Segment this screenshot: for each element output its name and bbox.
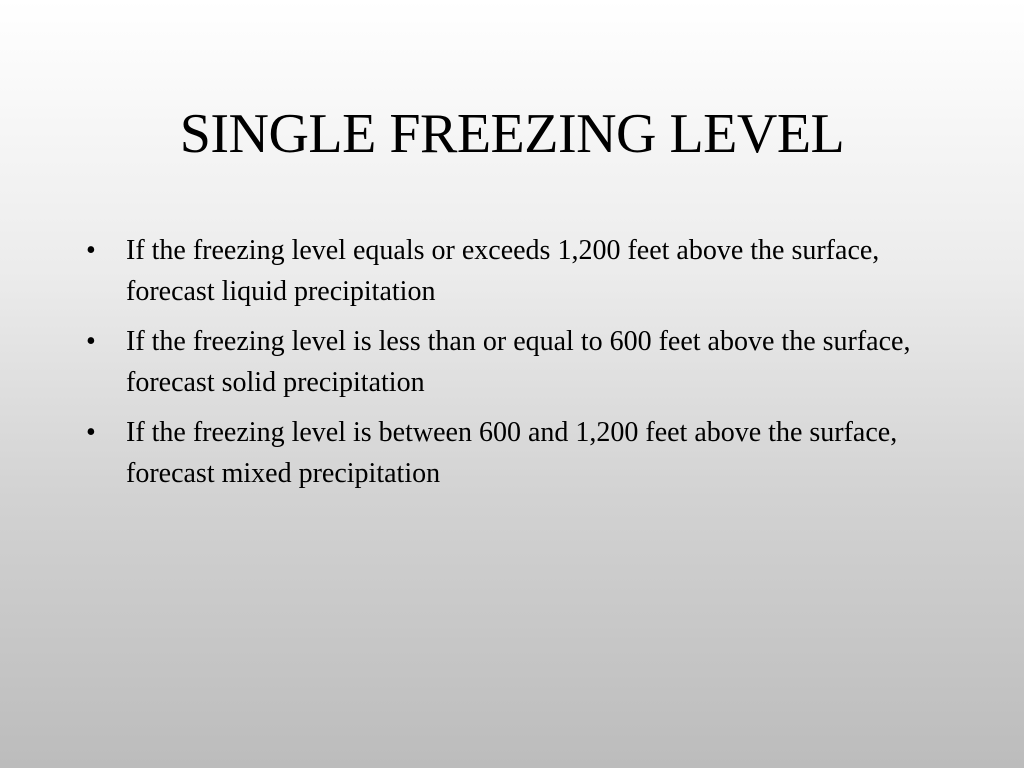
- bullet-text: If the freezing level equals or exceeds 1,200 feet above the surface, forecast liquid precipitation: [126, 235, 880, 307]
- bullet-text: If the freezing level is between 600 and 1,200 feet above the surface, forecast mixed precipitation: [126, 417, 898, 489]
- bullet-item: [86, 321, 956, 403]
- bullet-marker: •: [86, 417, 96, 448]
- bullet-marker: •: [86, 235, 96, 266]
- bullet-item: [86, 412, 956, 494]
- bullet-item: [86, 230, 956, 312]
- slide-title: SINGLE FREEZING LEVEL: [179, 103, 845, 165]
- bullet-text: If the freezing level is less than or equal to 600 feet above the surface, forecast solid precipitation: [126, 326, 911, 398]
- bullet-list: [86, 230, 956, 503]
- bullet-marker: •: [86, 326, 96, 357]
